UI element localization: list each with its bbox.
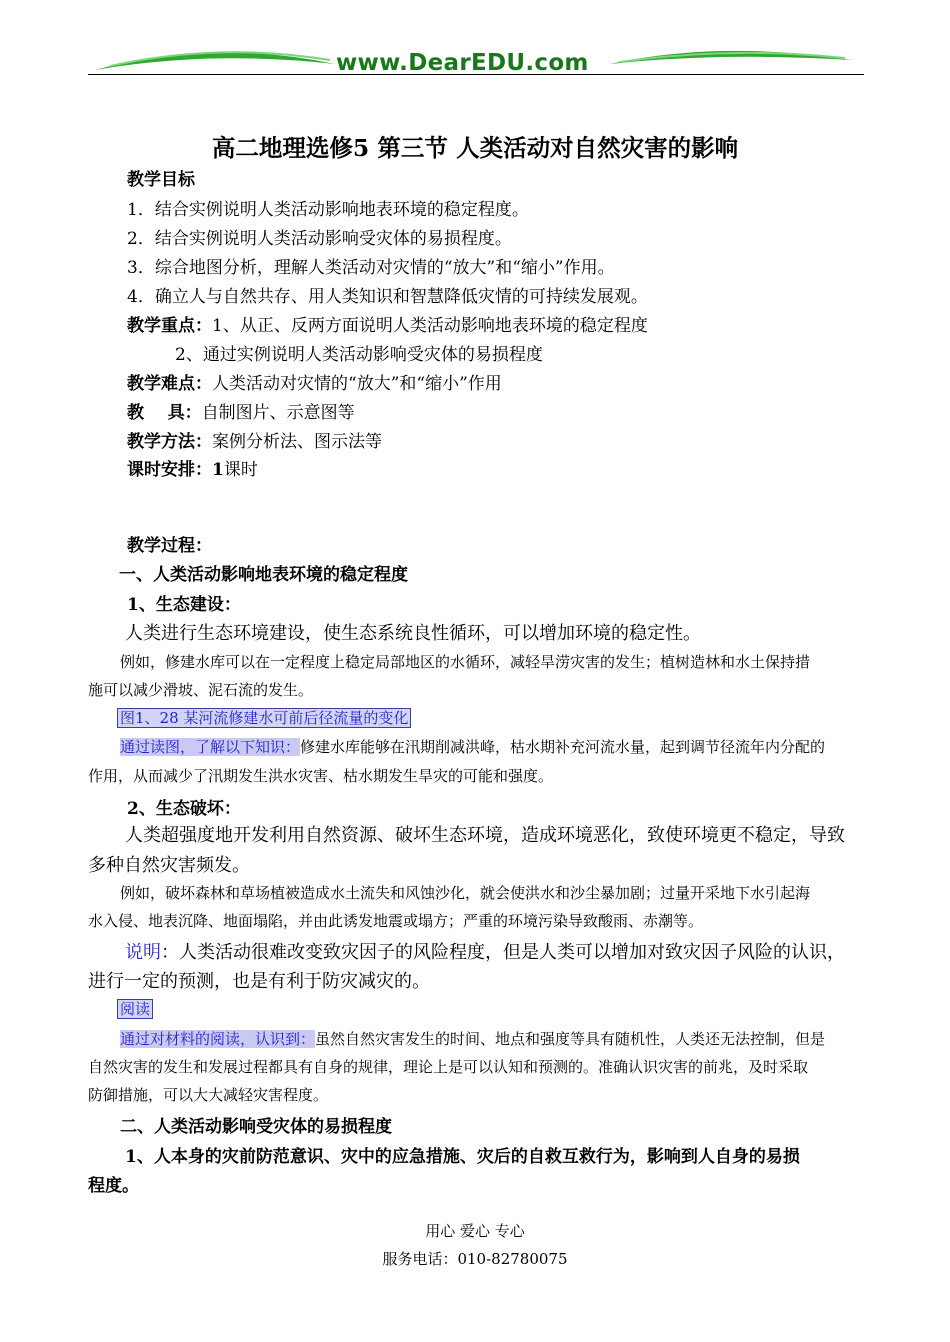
schedule-label: 课时安排： [127, 460, 212, 480]
schedule-line [127, 455, 258, 480]
note-label: 说明 [125, 942, 161, 963]
tools-text: 自制图片、示意图等 [201, 403, 355, 423]
methods-text: 案例分析法、图示法等 [212, 432, 382, 452]
section1-sub2-title: 2、生态破坏： [127, 799, 241, 819]
reading-text-line1: 修建水库能够在汛期削减洪峰，枯水期补充河流水量，起到调节径流年内分配的 [300, 738, 826, 756]
material-text-line2: 自然灾害的发生和发展过程都具有自身的规律，理论上是可以认知和预测的。准确认识灾害的前兆，及时采取 [88, 1058, 809, 1076]
figure-caption-link[interactable]: 图1、28 某河流修建水可前后径流量的变化 [117, 708, 411, 728]
difficulty-label: 教学难点： [127, 374, 212, 394]
section1-sub2-example-line2: 水入侵、地表沉降、地面塌陷，并由此诱发地震或塌方；严重的环境污染导致酸雨、赤潮等。 [88, 912, 704, 930]
site-logo-text[interactable]: www.DearEDU.com [336, 50, 589, 76]
reading-line1 [120, 736, 825, 757]
difficulty-line [127, 369, 502, 394]
schedule-number: 1 [212, 460, 224, 480]
section1-example-line2: 施可以减少滑坡、泥石流的发生。 [88, 681, 314, 699]
tools-line [127, 398, 355, 423]
goal-item: 4．确立人与自然共存、用人类知识和智慧降低灾情的可持续发展观。 [127, 287, 648, 307]
read-box-link[interactable]: 阅读 [117, 999, 153, 1019]
reading-text-line2: 作用，从而减少了汛期发生洪水灾害、枯水期发生旱灾的可能和强度。 [88, 767, 554, 785]
schedule-unit: 课时 [223, 460, 258, 480]
note-text-line1: ：人类活动很难改变致灾因子的风险程度，但是人类可以增加对致灾因子风险的认识， [161, 942, 845, 963]
section2-sub1-line1: 1、人本身的灾前防范意识、灾中的应急措施、灾后的自救互救行为，影响到人自身的易损 [125, 1147, 800, 1167]
note-text-line2: 进行一定的预测，也是有利于防灾减灾的。 [88, 971, 430, 992]
goal-item: 2．结合实例说明人类活动影响受灾体的易损程度。 [127, 229, 512, 249]
section1-example-line1: 例如，修建水库可以在一定程度上稳定局部地区的水循环，减轻旱涝灾害的发生；植树造林和水土保持措 [120, 653, 811, 671]
section1-sub1-text: 人类进行生态环境建设，使生态系统良性循环，可以增加环境的稳定性。 [125, 623, 701, 644]
methods-label: 教学方法： [127, 432, 212, 452]
key-points-label: 教学重点： [127, 316, 212, 336]
key-point-1: 1、从正、反两方面说明人类活动影响地表环境的稳定程度 [212, 316, 648, 336]
goals-heading: 教学目标 [127, 170, 195, 190]
section2-sub1-line2: 程度。 [88, 1176, 139, 1196]
section1-sub2-text-line2: 多种自然灾害频发。 [88, 855, 250, 876]
footer-slogan: 用心 爱心 专心 [425, 1222, 525, 1240]
goal-item: 3．综合地图分析，理解人类活动对灾情的“放大”和“缩小”作用。 [127, 258, 615, 278]
section1-sub2-text-line1: 人类超强度地开发利用自然资源、破坏生态环境，造成环境恶化，致使环境更不稳定，导致 [125, 825, 845, 846]
tools-label: 教 具： [127, 403, 202, 423]
read-box[interactable] [117, 998, 153, 1019]
key-point-2: 2、通过实例说明人类活动影响受灾体的易损程度 [175, 345, 543, 365]
material-text-line3: 防御措施，可以大大减轻灾害程度。 [88, 1086, 329, 1104]
page-header [0, 30, 950, 90]
section1-sub1-title: 1、生态建设： [127, 595, 241, 615]
key-points-line [127, 311, 648, 336]
figure-caption[interactable] [117, 707, 411, 728]
section1-sub2-example-line1: 例如，破坏森林和草场植被造成水土流失和风蚀沙化，就会使洪水和沙尘暴加剧；过量开采地下水引起海 [120, 884, 811, 902]
footer-phone: 服务电话：010-82780075 [382, 1250, 568, 1268]
material-label: 通过对材料的阅读，认识到： [120, 1030, 316, 1048]
goal-item: 1．结合实例说明人类活动影响地表环境的稳定程度。 [127, 200, 529, 220]
page-title: 高二地理选修5 第三节 人类活动对自然灾害的影响 [211, 134, 739, 162]
note-line1 [125, 938, 845, 964]
methods-line [127, 427, 382, 452]
reading-label: 通过读图，了解以下知识： [120, 738, 301, 756]
header-rule [88, 74, 864, 75]
process-heading: 教学过程： [127, 536, 212, 556]
section1-title: 一、人类活动影响地表环境的稳定程度 [119, 565, 408, 585]
section2-title: 二、人类活动影响受灾体的易损程度 [120, 1117, 392, 1137]
material-text-line1: 虽然自然灾害发生的时间、地点和强度等具有随机性，人类还无法控制，但是 [315, 1030, 826, 1048]
difficulty-text: 人类活动对灾情的“放大”和“缩小”作用 [212, 374, 502, 394]
material-line1 [120, 1028, 825, 1049]
